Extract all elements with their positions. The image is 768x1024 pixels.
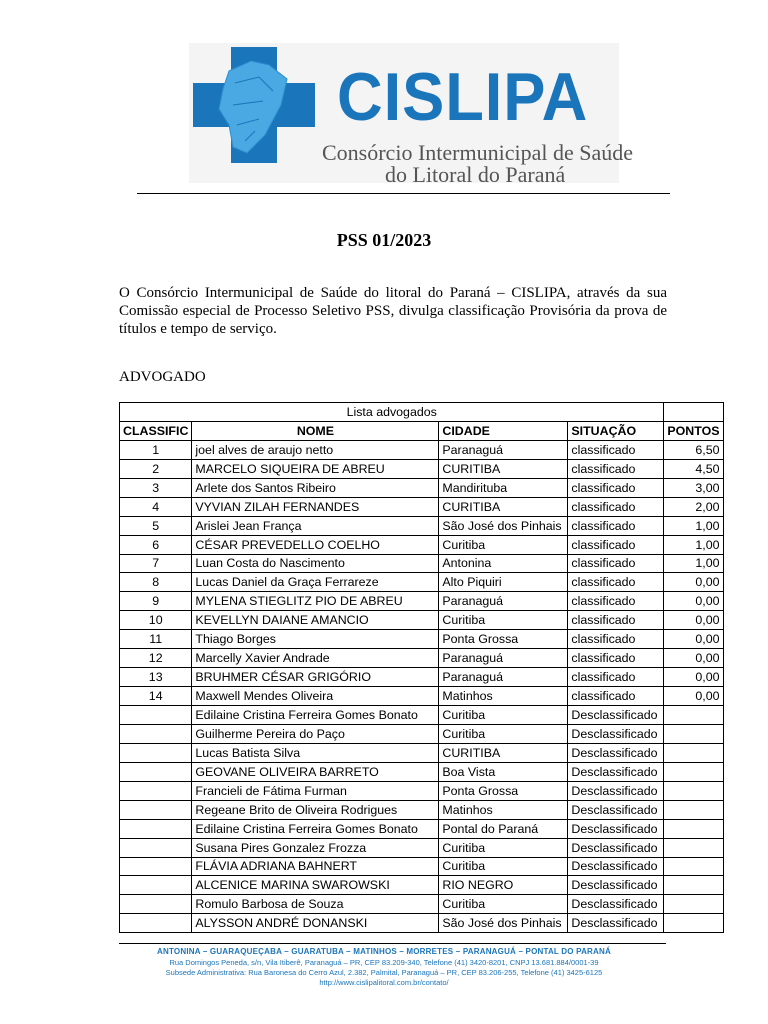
cell-cidade: Curitiba: [439, 724, 568, 743]
cell-pontos: 6,50: [664, 440, 723, 459]
table-caption-row: [120, 403, 724, 422]
cell-cidade: Paranaguá: [439, 440, 568, 459]
cell-classific: [120, 706, 192, 725]
cell-cidade: Antonina: [439, 554, 568, 573]
cell-nome: Guilherme Pereira do Paço: [192, 724, 439, 743]
table-row: [120, 668, 724, 687]
cell-nome: Maxwell Mendes Oliveira: [192, 687, 439, 706]
cell-nome: Edilaine Cristina Ferreira Gomes Bonato: [192, 706, 439, 725]
cell-classific: [120, 800, 192, 819]
cell-situacao: classificado: [568, 440, 664, 459]
cell-pontos: [664, 914, 723, 933]
cell-cidade: Matinhos: [439, 800, 568, 819]
cell-pontos: 1,00: [664, 535, 723, 554]
cell-nome: Arislei Jean França: [192, 516, 439, 535]
cell-nome: ALYSSON ANDRÉ DONANSKI: [192, 914, 439, 933]
cell-pontos: 0,00: [664, 668, 723, 687]
table-row: [120, 497, 724, 516]
cell-pontos: [664, 724, 723, 743]
document-title: PSS 01/2023: [336, 230, 432, 250]
cell-classific: 5: [120, 516, 192, 535]
cell-pontos: [664, 838, 723, 857]
cell-situacao: Desclassificado: [568, 876, 664, 895]
candidates-table: [119, 402, 724, 933]
medical-cross-map-icon: [189, 43, 319, 165]
cell-situacao: classificado: [568, 554, 664, 573]
cell-cidade: Alto Piquiri: [439, 573, 568, 592]
cell-cidade: Pontal do Paraná: [439, 819, 568, 838]
cell-situacao: classificado: [568, 630, 664, 649]
cell-pontos: 3,00: [664, 478, 723, 497]
cell-nome: Luan Costa do Nascimento: [192, 554, 439, 573]
cell-classific: 13: [120, 668, 192, 687]
cell-classific: 8: [120, 573, 192, 592]
cell-pontos: 0,00: [664, 687, 723, 706]
cell-nome: Francieli de Fátima Furman: [192, 781, 439, 800]
cell-situacao: Desclassificado: [568, 914, 664, 933]
cell-nome: Romulo Barbosa de Souza: [192, 895, 439, 914]
cell-classific: 11: [120, 630, 192, 649]
table-caption-empty-cell: [664, 403, 723, 422]
section-heading: ADVOGADO: [119, 369, 206, 385]
cell-cidade: Curitiba: [439, 838, 568, 857]
cell-nome: Lucas Daniel da Graça Ferrareze: [192, 573, 439, 592]
logo-wordmark: CISLIPA: [337, 59, 589, 135]
cell-situacao: classificado: [568, 497, 664, 516]
cell-nome: Edilaine Cristina Ferreira Gomes Bonato: [192, 819, 439, 838]
cell-situacao: Desclassificado: [568, 762, 664, 781]
table-row: [120, 838, 724, 857]
table-row: [120, 724, 724, 743]
cell-classific: [120, 838, 192, 857]
cell-situacao: Desclassificado: [568, 724, 664, 743]
cell-pontos: [664, 895, 723, 914]
cell-pontos: [664, 857, 723, 876]
logo-subtitle-line1: Consórcio Intermunicipal de Saúde: [322, 140, 633, 165]
cell-pontos: [664, 781, 723, 800]
intro-paragraph: O Consórcio Intermunicipal de Saúde do litoral do Paraná – CISLIPA, através da sua Comissão especial de Processo Seletivo PSS, divulga classificação Provisória da prova de títulos e tempo de serviço.: [119, 285, 667, 337]
table-row: [120, 630, 724, 649]
cell-situacao: classificado: [568, 459, 664, 478]
cell-nome: MARCELO SIQUEIRA DE ABREU: [192, 459, 439, 478]
cell-classific: [120, 819, 192, 838]
cell-classific: 10: [120, 611, 192, 630]
cell-classific: [120, 876, 192, 895]
table-row: [120, 687, 724, 706]
cell-classific: [120, 857, 192, 876]
cell-nome: ALCENICE MARINA SWAROWSKI: [192, 876, 439, 895]
table-row: [120, 762, 724, 781]
table-row: [120, 535, 724, 554]
cell-classific: [120, 762, 192, 781]
cell-classific: [120, 914, 192, 933]
cell-nome: Regeane Brito de Oliveira Rodrigues: [192, 800, 439, 819]
cell-cidade: Curitiba: [439, 535, 568, 554]
cell-nome: MYLENA STIEGLITZ PIO DE ABREU: [192, 592, 439, 611]
cell-classific: [120, 743, 192, 762]
cell-classific: 3: [120, 478, 192, 497]
cell-cidade: CURITIBA: [439, 459, 568, 478]
cell-classific: 2: [120, 459, 192, 478]
footer-cities: ANTONINA – GUARAQUEÇABA – GUARATUBA – MATINHOS – MORRETES – PARANAGUÁ – PONTAL DO PARANÁ: [157, 947, 611, 956]
cell-situacao: Desclassificado: [568, 743, 664, 762]
cell-pontos: 0,00: [664, 611, 723, 630]
cell-cidade: Matinhos: [439, 687, 568, 706]
cell-pontos: 0,00: [664, 592, 723, 611]
cell-pontos: [664, 743, 723, 762]
cell-pontos: 0,00: [664, 630, 723, 649]
table-caption: Lista advogados: [120, 403, 664, 422]
cell-nome: KEVELLYN DAIANE AMANCIO: [192, 611, 439, 630]
cell-cidade: Paranaguá: [439, 592, 568, 611]
cell-classific: 12: [120, 649, 192, 668]
cell-nome: Arlete dos Santos Ribeiro: [192, 478, 439, 497]
table-row: [120, 857, 724, 876]
table-row: [120, 781, 724, 800]
table-row: [120, 440, 724, 459]
cell-cidade: Curitiba: [439, 895, 568, 914]
cell-cidade: CURITIBA: [439, 743, 568, 762]
table-row: [120, 592, 724, 611]
table-header-row: [120, 421, 724, 440]
table-row: [120, 800, 724, 819]
cell-cidade: Curitiba: [439, 611, 568, 630]
cell-situacao: classificado: [568, 649, 664, 668]
logo-subtitle-line2: do Litoral do Paraná: [385, 162, 566, 187]
cell-pontos: 1,00: [664, 516, 723, 535]
table-row: [120, 914, 724, 933]
cell-pontos: [664, 876, 723, 895]
cell-situacao: classificado: [568, 592, 664, 611]
cell-situacao: Desclassificado: [568, 800, 664, 819]
cell-situacao: classificado: [568, 611, 664, 630]
table-row: [120, 611, 724, 630]
table-row: [120, 876, 724, 895]
table-row: [120, 819, 724, 838]
cell-situacao: classificado: [568, 687, 664, 706]
cell-classific: 7: [120, 554, 192, 573]
table-row: [120, 706, 724, 725]
table-row: [120, 554, 724, 573]
cell-nome: joel alves de araujo netto: [192, 440, 439, 459]
cell-pontos: [664, 762, 723, 781]
table-row: [120, 895, 724, 914]
header-cidade: CIDADE: [439, 421, 568, 440]
table-row: [120, 573, 724, 592]
cell-nome: Thiago Borges: [192, 630, 439, 649]
cell-situacao: classificado: [568, 535, 664, 554]
cell-nome: Lucas Batista Silva: [192, 743, 439, 762]
cell-cidade: Paranaguá: [439, 668, 568, 687]
footer-divider: [119, 943, 666, 944]
cell-situacao: Desclassificado: [568, 895, 664, 914]
cell-situacao: classificado: [568, 516, 664, 535]
table-row: [120, 459, 724, 478]
cell-cidade: Ponta Grossa: [439, 781, 568, 800]
cell-pontos: [664, 706, 723, 725]
cell-situacao: Desclassificado: [568, 706, 664, 725]
cell-nome: VYVIAN ZILAH FERNANDES: [192, 497, 439, 516]
header-nome: NOME: [192, 421, 439, 440]
cell-nome: CÉSAR PREVEDELLO COELHO: [192, 535, 439, 554]
cell-nome: GEOVANE OLIVEIRA BARRETO: [192, 762, 439, 781]
header-situacao: SITUAÇÃO: [568, 421, 664, 440]
cell-cidade: Curitiba: [439, 857, 568, 876]
cell-cidade: São José dos Pinhais: [439, 516, 568, 535]
cell-pontos: 4,50: [664, 459, 723, 478]
cell-situacao: Desclassificado: [568, 781, 664, 800]
cell-pontos: 2,00: [664, 497, 723, 516]
footer-address: Rua Domingos Peneda, s/n, Vila Itiberê, Paranaguá – PR, CEP 83.209-340, Telefone (41) 3420-8201, CNPJ 13.681.884/0001-39: [169, 958, 599, 967]
cell-situacao: classificado: [568, 478, 664, 497]
cell-pontos: [664, 800, 723, 819]
header-classific: CLASSIFIC: [120, 421, 192, 440]
table-row: [120, 743, 724, 762]
cell-pontos: 1,00: [664, 554, 723, 573]
cell-classific: 9: [120, 592, 192, 611]
table-row: [120, 478, 724, 497]
table-row: [120, 649, 724, 668]
cell-situacao: classificado: [568, 668, 664, 687]
cell-classific: [120, 781, 192, 800]
header-divider: [137, 193, 670, 194]
cell-cidade: CURITIBA: [439, 497, 568, 516]
cell-classific: 4: [120, 497, 192, 516]
cell-cidade: Boa Vista: [439, 762, 568, 781]
cell-situacao: Desclassificado: [568, 819, 664, 838]
cell-cidade: Curitiba: [439, 706, 568, 725]
table-row: [120, 516, 724, 535]
cell-cidade: São José dos Pinhais: [439, 914, 568, 933]
cell-nome: BRUHMER CÉSAR GRIGÓRIO: [192, 668, 439, 687]
cell-situacao: Desclassificado: [568, 838, 664, 857]
cell-cidade: Ponta Grossa: [439, 630, 568, 649]
cislipa-logo: [189, 43, 633, 187]
cell-situacao: classificado: [568, 573, 664, 592]
cell-situacao: Desclassificado: [568, 857, 664, 876]
cell-nome: FLÁVIA ADRIANA BAHNERT: [192, 857, 439, 876]
cell-nome: Marcelly Xavier Andrade: [192, 649, 439, 668]
cell-classific: [120, 895, 192, 914]
cell-nome: Susana Pires Gonzalez Frozza: [192, 838, 439, 857]
cell-classific: 14: [120, 687, 192, 706]
cell-cidade: Mandirituba: [439, 478, 568, 497]
header-pontos: PONTOS: [664, 421, 723, 440]
cell-cidade: RIO NEGRO: [439, 876, 568, 895]
cell-classific: 1: [120, 440, 192, 459]
cell-pontos: [664, 819, 723, 838]
cell-pontos: 0,00: [664, 573, 723, 592]
cell-classific: [120, 724, 192, 743]
cell-pontos: 0,00: [664, 649, 723, 668]
cell-classific: 6: [120, 535, 192, 554]
cell-cidade: Paranaguá: [439, 649, 568, 668]
footer-url[interactable]: http://www.cislipalitoral.com.br/contato/: [319, 978, 449, 987]
footer-subsede: Subsede Administrativa: Rua Baronesa do Cerro Azul, 2.382, Palmital, Paranaguá – PR, CEP 83.206-255, Telefone (41) 3425-6125: [165, 968, 603, 977]
